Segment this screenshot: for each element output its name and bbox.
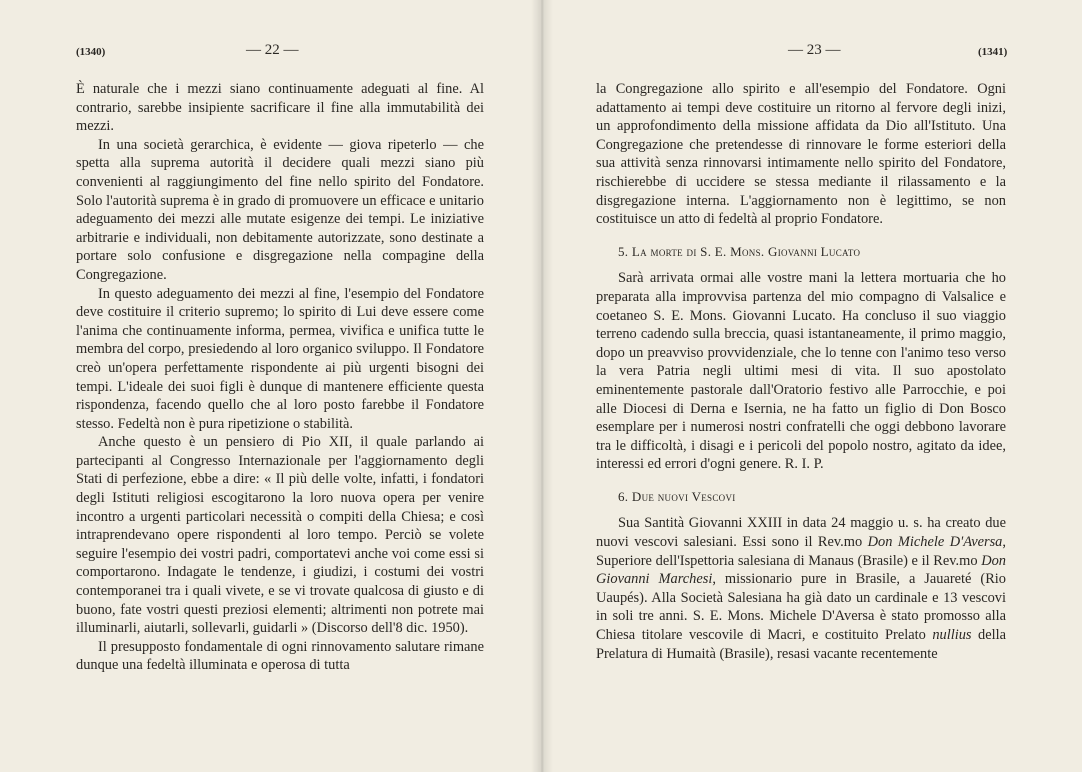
- text-run: Sua Santità Giovanni XXIII in data 24 maggio u. s. ha creato due nuovi vescovi salesiani. Essi sono il Rev.mo: [596, 515, 1006, 551]
- section-title: Due nuovi Vescovi: [631, 488, 736, 504]
- paragraph: la Congregazione allo spirito e all'esempio del Fondatore. Ogni adattamento ai tempi deve costituire un ritorno al fervore degli inizi, un approfondimento della missione affidata da Dio all'Istituto. Una Congregazione che pretendesse di rinnovare le forme esteriori della sua attività senza rinnovarsi intimamente nello spirito del Fondatore, rischierebbe di uccidere se stessa mediante il rilassamento e la disgregazione interna. L'aggiornamento non è legittimo, se non costituisce un atto di fedeltà al proprio Fondatore.: [596, 81, 1006, 228]
- section-heading: [596, 488, 1006, 507]
- book-gutter: [531, 0, 553, 772]
- right-page-number: — 23 —: [788, 42, 841, 58]
- right-volume-number: (1341): [978, 46, 1008, 58]
- paragraph: In questo adeguamento dei mezzi al fine, l'esempio del Fondatore deve costituire il criterio supremo; lo spirito di Lui deve essere come l'anima che continuamente informa, permea, vivifica e unifica tutte le membra del corpo, presiedendo al loro organico sviluppo. Il Fondatore creò un'opera perfettamente rispondente ai più urgenti bisogni dei tempi. L'ideale dei suoi figli è dunque di mantenere efficiente questa rispondenza, facendo quello che al loro posto farebbe il Fondatore stesso. Fedeltà non è pura ripetizione o stabilità.: [76, 285, 484, 432]
- section-title: La morte di S. E. Mons. Giovanni Lucato: [631, 243, 861, 259]
- bishop-name: Don Giovanni Marchesi: [596, 552, 1006, 588]
- paragraph: Anche questo è un pensiero di Pio XII, il quale parlando ai partecipanti al Congresso Internazionale per l'aggiornamento degli Stati di perfezione, ebbe a dire: « Il più delle volte, infatti, i fondatori degli Istituti religiosi escogitarono la loro nuova opera per venire incontro a urgenti particolari necessità o compiti della Chiesa; e così intraprendevano opere rispondenti al loro tempo. Perciò se volete seguire l'esempio dei vostri padri, comportatevi anche voi come essi si comportarono. Indagate le tendenze, i giudizi, i costumi dei vostri contemporanei tra i quali vivete, e se vi trovate qualcosa di giusto e di buono, fate vostri questi preziosi elementi; altrimenti non potrete mai illuminarli, aiutarli, sollevarli, guidarli » (Discorso dell'8 dic. 1950).: [76, 434, 484, 637]
- paragraph: Il presupposto fondamentale di ogni rinnovamento salutare rimane dunque una fedeltà illuminata e operosa di tutta: [76, 638, 484, 674]
- paragraph: In una società gerarchica, è evidente — giova ripeterlo — che spetta alla suprema autorità il decidere quali mezzi siano più convenienti al raggiungimento del fine nello spirito del Fondatore. Solo l'autorità suprema è in grado di promuovere un efficace e unitario adeguamento dei mezzi alle mutate esigenze dei tempi. Le iniziative arbitrarie e individuali, non debitamente autorizzate, sono destinate a portare solo confusione e disgregazione nella compagine della Congregazione.: [76, 136, 484, 283]
- paragraph: [596, 514, 1006, 663]
- latin-term: nullius: [932, 627, 972, 644]
- text-run: , missionario pure in Brasile, a Jauareté (Rio Uaupés). Alla Società Salesiana ha già dato un cardinale e 13 vescovi in soli tre anni. S. E. Mons. Michele D'Aversa è stato promosso alla Chiesa titolare vescovile di Macri, e costituito Prelato: [596, 571, 1006, 644]
- left-volume-number: (1340): [76, 46, 106, 58]
- left-body-text: [76, 80, 484, 675]
- left-page-number: — 22 —: [246, 42, 299, 58]
- bishop-name: Don Michele D'Aversa: [867, 534, 1003, 551]
- right-page: [541, 0, 1082, 772]
- paragraph: Sarà arrivata ormai alle vostre mani la lettera mortuaria che ho preparata alla improvvisa partenza del mio compagno di Valsalice e coetaneo S. E. Mons. Giovanni Lucato. Ha concluso il suo viaggio terreno cadendo sulla breccia, quasi istantaneamente, il primo maggio, dopo un preavviso provvidenziale, che lo tenne con l'animo teso verso la vera Patria negli ultimi mesi di vita. Il suo apostolato eminentemente pastorale dall'Oratorio festivo alle Parrocchie, e poi alle Diocesi di Derna e Isernia, ne ha fatto un figlio di Don Bosco esemplare per i numerosi nostri confratelli che oggi debbono lavorare tra le difficoltà, i disagi e i pericoli del popolo nostro, agitato da idee, interessi ed errori d'ogni genere. R. I. P.: [596, 270, 1006, 473]
- section-heading: [596, 243, 1006, 262]
- section-number: 5.: [618, 243, 629, 259]
- paragraph: È naturale che i mezzi siano continuamente adeguati al fine. Al contrario, sarebbe insipiente sacrificare il fine alla immutabilità dei mezzi.: [76, 81, 484, 135]
- text-run: della Prelatura di Humaità (Brasile), resasi vacante recentemente: [596, 627, 1006, 662]
- section-number: 6.: [618, 488, 629, 504]
- right-body-text: [596, 80, 1006, 663]
- text-run: , Superiore dell'Ispettoria salesiana di Manaus (Brasile) e il Rev.mo: [596, 534, 1006, 569]
